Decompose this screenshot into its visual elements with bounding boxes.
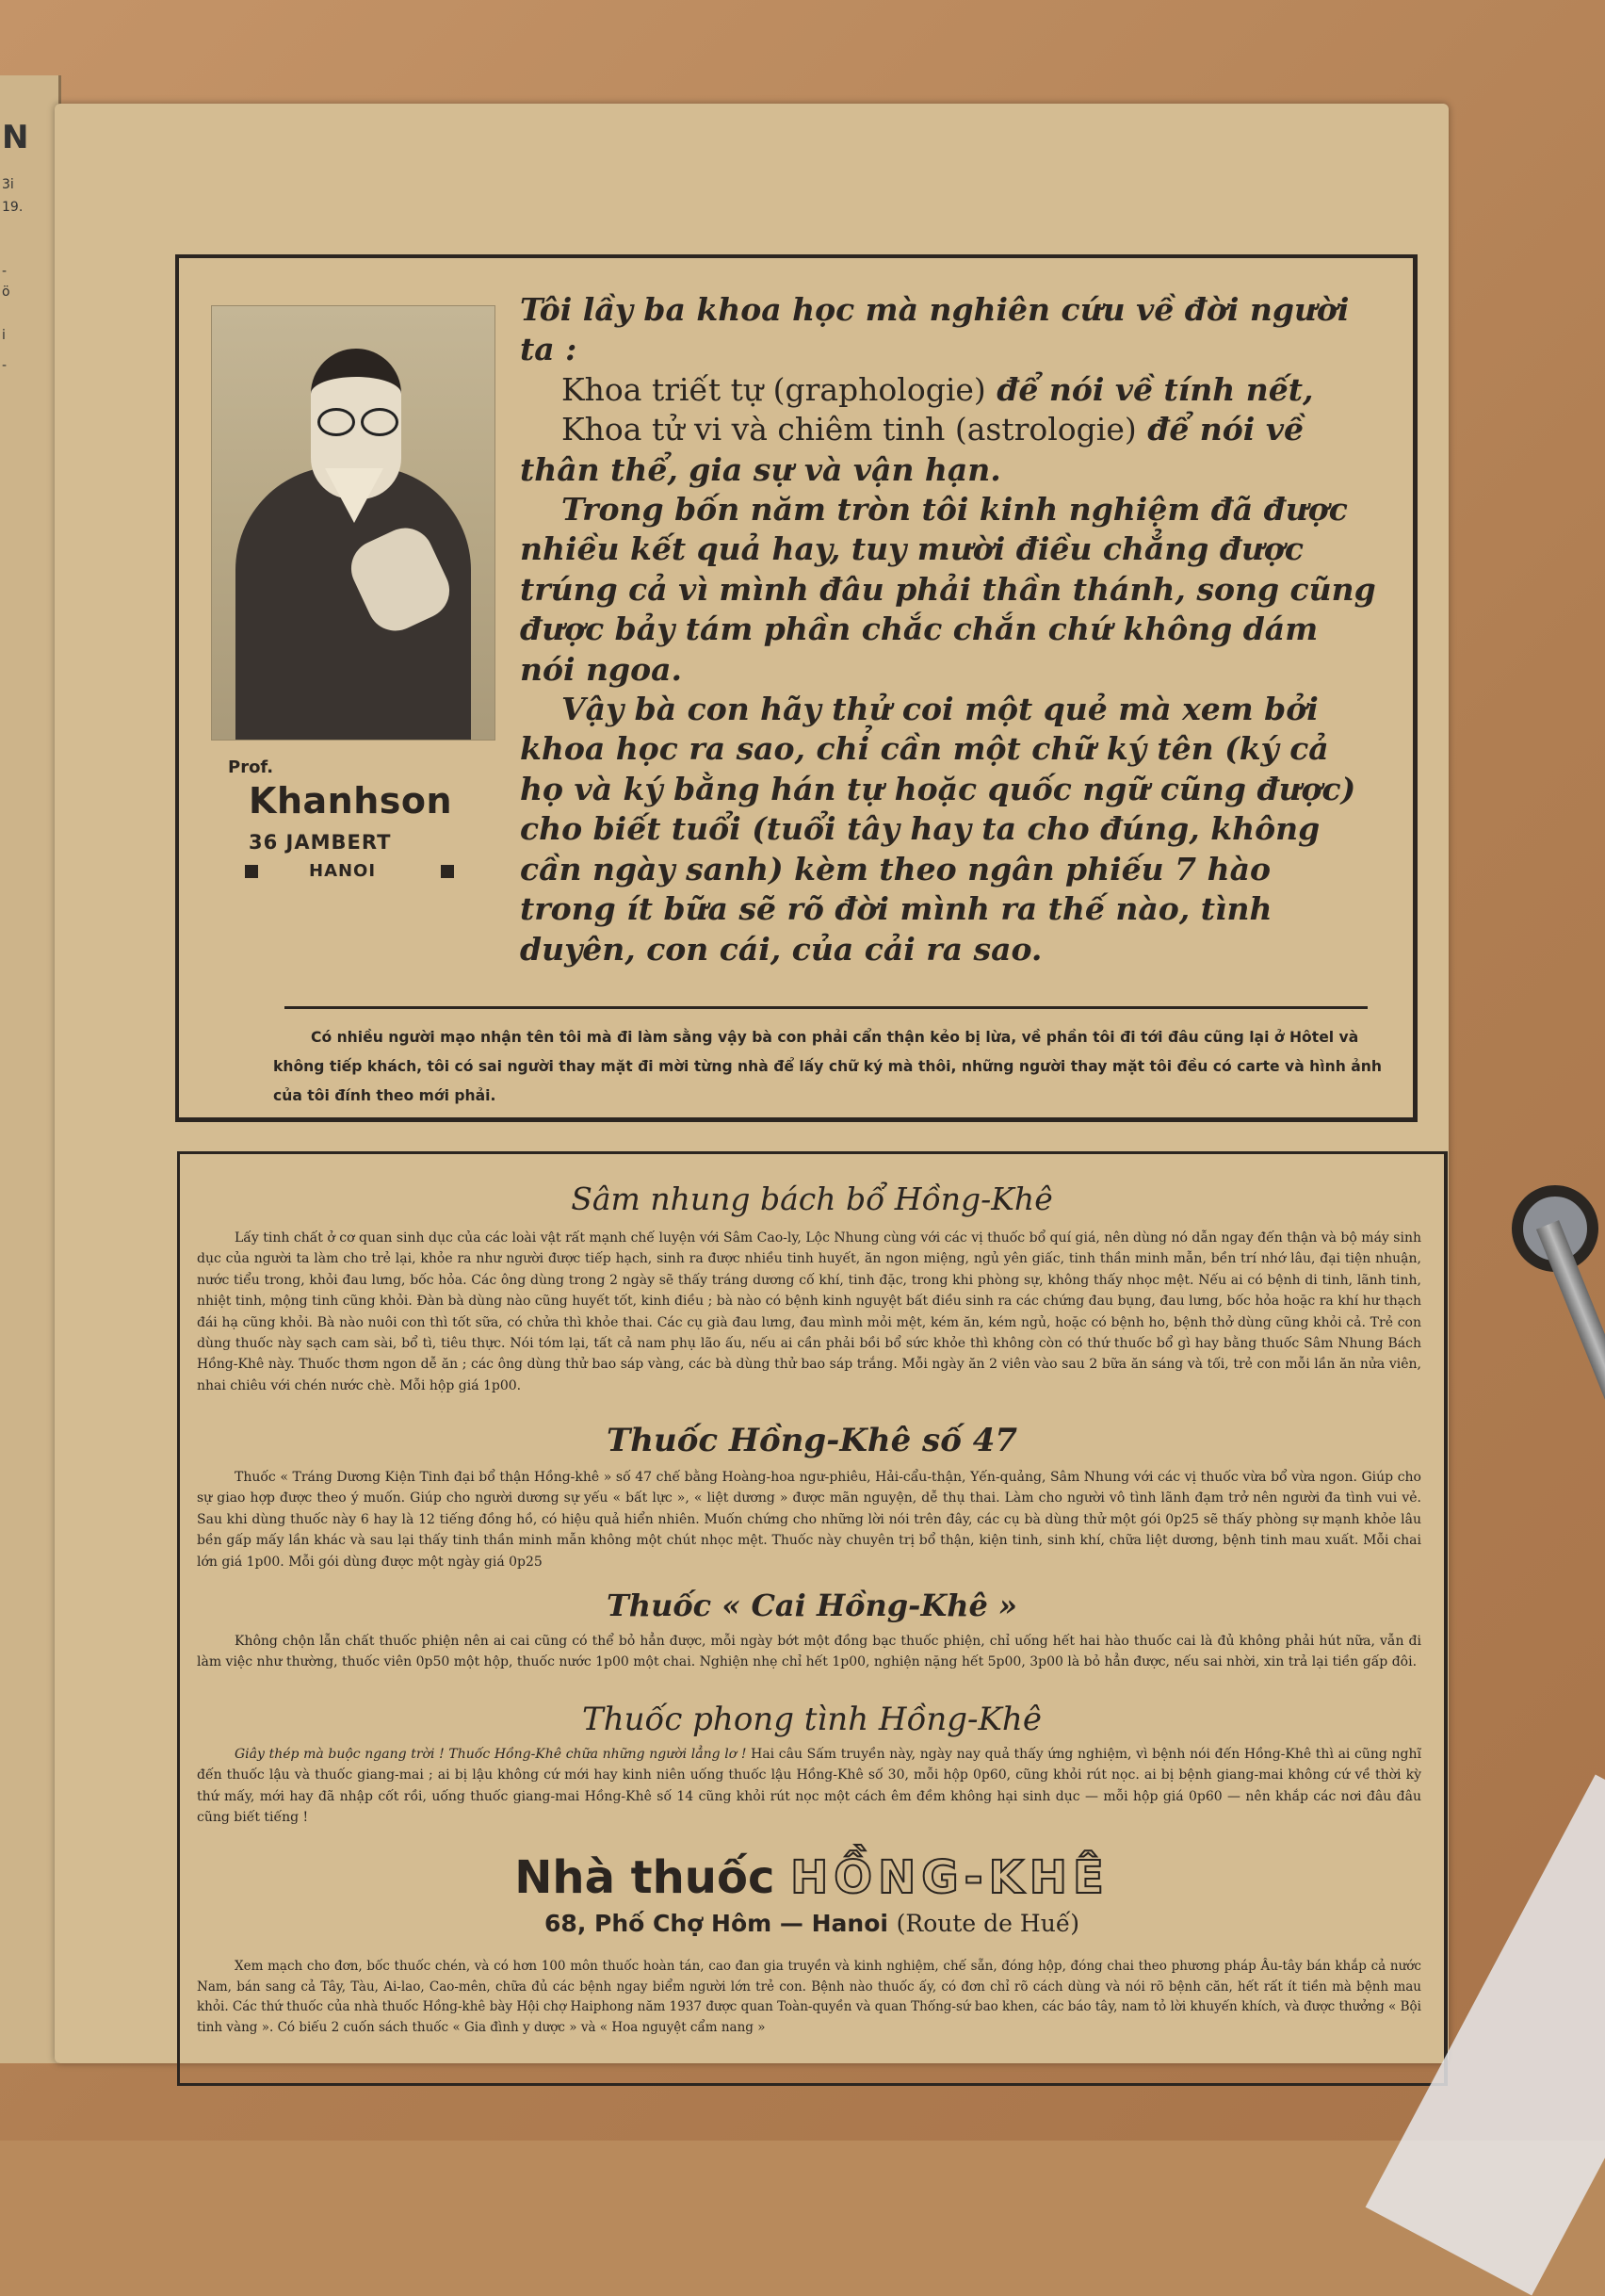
advertiser-name: Khanhson [249, 780, 453, 822]
ad-offer-paragraph: Vậy bà con hãy thử coi một quẻ mà xem bởi khoa học ra sao, chỉ cần một chữ ký tên (ký cả họ và ký bằng hán tự hoặc quốc ngữ cũng được) cho biết tuổi (tuổi tây hay ta cho đúng, không cần ngày sanh) kèm theo ngân phiếu 7 hào trong ít bữa sẽ rõ đời mình ra thế nào, tình duyên, con cái, của cải ra sao. [520, 691, 1356, 968]
ad-astrology-line [520, 410, 1377, 490]
ad-astrology-term: Khoa tử vi và chiêm tinh (astrologie) [561, 411, 1137, 448]
left-page-fragment: 19. [2, 200, 24, 215]
divider-rule [284, 1006, 1368, 1009]
section-heading-sam-nhung: Sâm nhung bách bổ Hồng-Khê [571, 1181, 1053, 1217]
section-heading-cai: Thuốc « Cai Hồng-Khê » [606, 1588, 1018, 1623]
pharmacy-address [180, 1910, 1444, 1937]
square-bullet-icon [441, 865, 454, 878]
pharmacy-prefix: Nhà thuốc [514, 1851, 775, 1904]
newspaper-page [55, 104, 1449, 2063]
section-heading-phong-tinh: Thuốc phong tình Hồng-Khê [582, 1701, 1042, 1738]
left-page-fragment: - [2, 264, 8, 279]
left-page-fragment: ö [2, 285, 10, 300]
section-text: Lấy tinh chất ở cơ quan sinh dục của các loài vật rất mạnh chế luyện với Sâm Cao-ly, Lộc Nhung cùng với các vị thuốc bổ quí giá, nên dùng nó dẫn ngay đến thận và bộ máy sinh dục của người ta làm cho trẻ lại, khỏe ra như người được tiếp hạch, sinh ra được nhiều tinh huyết, ăn ngon miệng, ngủ yên giấc, tinh thần minh mẫn, bền trí nhớ lâu, đại tiện nhuận, nước tiểu trong, khỏi đau lưng, bốc hỏa. Các ông dùng trong 2 ngày sẽ thấy tráng dương cố khí, tinh đặc, trong khi phòng sự, không thấy nhọc mệt. Nếu ai có bệnh di tinh, lãnh tinh, nhiệt tinh, mộng tinh cũng khỏi. Đàn bà dùng nào cũng huyết tốt, kinh điều ; bà nào có bệnh kinh nguyệt bất điều sinh ra các chứng đau bụng, đau lưng, bốc hỏa hoặc ra khí hư thạch đái hạ cũng khỏi. Bà nào nuôi con thì tốt sữa, có chửa thì khỏe thai. Các cụ già đau lưng, đau mình mỏi mệt, kém ăn, kém ngủ, hoặc có bệnh ho, bệnh thở dùng cũng khỏi cả. Trẻ con dùng thuốc này sạch cam sài, bổ tì, tiêu thực. Nói tóm lại, tất cả nam phụ lão ấu, nếu ai cần phải bồi bổ sức khỏe thì không còn có thứ thuốc bổ gì hay bằng thuốc Sâm Nhung Bách Hồng-Khê này. Thuốc thơm ngon dễ ăn ; các ông dùng thử bao sáp vàng, các bà dùng thử bao sáp trắng. Mỗi ngày ăn 2 viên vào sau 2 bữa ăn sáng và tối, trẻ con mỗi lần ăn nửa viên, nhai chiêu với chén nước chè. Mỗi hộp giá 1p00. [197, 1230, 1421, 1393]
ad-graphology-purpose: để nói về tính nết, [985, 370, 1314, 408]
portrait-glasses-icon [317, 408, 397, 432]
left-page-fragment: - [2, 358, 8, 373]
prophecy-verse: Giây thép mà buộc ngang trời ! Thuốc Hồng-Khê chữa những người lẳng lơ ! [235, 1747, 747, 1762]
left-page-fragment: N [2, 119, 29, 156]
impostor-warning [273, 1023, 1385, 1111]
impostor-warning-text: Có nhiều người mạo nhận tên tôi mà đi làm sằng vậy bà con phải cẩn thận kẻo bị lừa, về phần tôi đi tới đâu cũng lại ở Hôtel và không tiếp khách, tôi có sai người thay mặt đi mời từng nhà để lấy chữ ký mà thôi, những người thay mặt tôi đều có carte và hình ảnh của tôi đính theo mới phải. [273, 1029, 1382, 1104]
ad-experience-paragraph: Trong bốn năm tròn tôi kinh nghiệm đã được nhiều kết quả hay, tuy mười điều chẳng được trúng cả vì mình đâu phải thần thánh, song cũng được bảy tám phần chắc chắn chứ không dám nói ngoa. [520, 491, 1376, 688]
pharmacy-name [180, 1851, 1444, 1904]
hong-khe-advertisement [177, 1151, 1448, 2086]
section-text [197, 1744, 1421, 1829]
left-page-fragment: 3i [2, 177, 14, 192]
pharmacy-street: 68, Phố Chợ Hôm — Hanoi [544, 1910, 888, 1937]
section-body-sam-nhung [197, 1228, 1421, 1396]
square-bullet-icon [245, 865, 258, 878]
advertiser-address-city: HANOI [309, 861, 377, 881]
pharmacy-description [197, 1957, 1421, 2038]
section-text: Không chộn lẫn chất thuốc phiện nên ai cai cũng có thể bỏ hẳn được, mỗi ngày bớt một đồng bạc thuốc phiện, chỉ uống hết hai hào thuốc cai là đủ không phải hút nữa, vẫn đi làm việc như thường, thuốc viên 0p50 một hộp, thuốc nước 1p00 một chai. Nghiện nhẹ chỉ hết 1p00, nghiện nặng hết 5p00, 3p00 là bỏ hẳn được, nếu sai nhời, xin trả lại tiền gấp đôi. [197, 1634, 1421, 1670]
section-text: Xem mạch cho đơn, bốc thuốc chén, và có hơn 100 môn thuốc hoàn tán, cao đan gia truyền và kinh nghiệm, chế sẵn, đóng hộp, đóng chai theo phương pháp Âu-tây bán khắp cả nước Nam, bán sang cả Tây, Tàu, Ai-lao, Cao-mên, chữa đủ các bệnh ngay biểm người lớn trẻ con. Bệnh nào thuốc ấy, có đơn chỉ rõ cách dùng và nói rõ bệnh căn, hết rất ít tiền mà bệnh mau khỏi. Các thứ thuốc của nhà thuốc Hồng-khê bày Hội chợ Haiphong năm 1937 được quan Toàn-quyền và quan Thống-sứ bao khen, các báo tây, nam tỏ lời khuyến khích, và được thưởng « Bội tinh vàng ». Có biếu 2 cuốn sách thuốc « Gia đình y dược » và « Hoa nguyệt cẩm nang » [197, 1959, 1421, 2035]
khanhson-advertisement [175, 254, 1418, 1122]
main-ad-text [520, 290, 1377, 969]
section-body-phong-tinh [197, 1744, 1421, 1829]
pharmacy-brand: HỒNG-KHÊ [790, 1851, 1110, 1904]
prophecy-explanation: Hai câu Sấm truyền này, ngày nay quả thấy ứng nghiệm, vì bệnh nói đến Hồng-Khê thì ai cũng nghĩ đến thuốc lậu và thuốc giang-mai ; ai bị lậu không cứ mới hay kinh niên uống thuốc lậu Hồng-Khê số 30, mỗi hộp 0p60, cũng khỏi rút nọc. ai bị bệnh giang-mai không cứ về thời kỳ thứ mấy, mới hay đã nhập cốt rồi, uống thuốc giang-mai Hồng-Khê số 14 cũng khỏi rút nọc một cách êm đềm không hại sinh dục — mỗi hộp giá 0p60 — nên khắp các nơi đâu đâu cũng biết tiếng ! [197, 1747, 1422, 1826]
section-heading-so-47: Thuốc Hồng-Khê số 47 [606, 1422, 1018, 1459]
section-text: Thuốc « Tráng Dương Kiện Tinh đại bổ thận Hồng-khê » số 47 chế bằng Hoàng-hoa ngư-phiêu, Hải-cẩu-thận, Yến-quảng, Sâm Nhung với các vị thuốc vừa bổ vừa ngon. Giúp cho sự giao hợp được theo ý muốn. Giúp cho người dương sự yếu « bất lực », « liệt dương » được mãn nguyện, dễ thụ thai. Làm cho người vô tình lãnh đạm trở nên người đa tình vui vẻ. Sau khi dùng thuốc này 6 hay là 12 tiếng đồng hồ, có hiệu quả hiển nhiên. Muốn chứng cho những lời nói trên đây, các cụ bà dùng thử một gói 0p25 sẽ thấy phòng sự mạnh khỏe lâu bền gấp mấy lần khác và sau lại thấy tinh thần minh mẫn không một chút nhọc mệt. Thuốc này chuyên trị bổ thận, kiện tinh, sinh khí, chữa liệt dương, bệnh tinh mau xuất. Mỗi chai lớn giá 1p00. Mỗi gói dùng được một ngày giá 0p25 [197, 1470, 1421, 1570]
advertiser-address-street: 36 JAMBERT [249, 831, 392, 854]
pharmacy-route: (Route de Huế) [896, 1910, 1079, 1937]
ad-intro: Tôi lầy ba khoa học mà nghiên cứu về đời người ta : [520, 291, 1350, 368]
left-page-fragment: i [2, 328, 6, 343]
ad-graphology-term: Khoa triết tự (graphologie) [561, 370, 986, 408]
section-body-cai [197, 1631, 1421, 1673]
left-page-edge [0, 75, 61, 2063]
ad-graphology-line [520, 370, 1377, 410]
section-body-so-47 [197, 1467, 1421, 1572]
ad-astrology-purpose: để nói về thân thể, gia sự và vận hạn. [520, 411, 1304, 488]
prof-caption: Prof. [228, 757, 274, 777]
portrait-photo [211, 305, 495, 741]
